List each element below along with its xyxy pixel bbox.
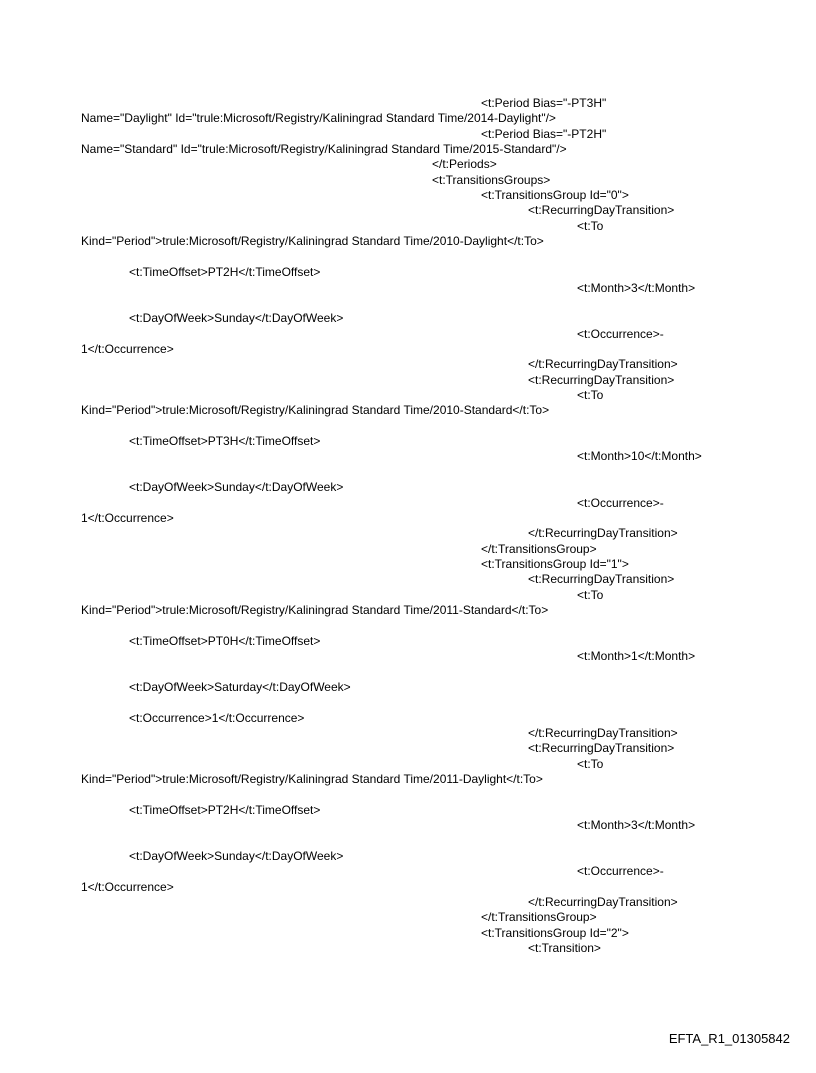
xml-line: <t:DayOfWeek>Sunday</t:DayOfWeek> bbox=[129, 480, 344, 494]
xml-line: Name="Daylight" Id="trule:Microsoft/Registry/Kaliningrad Standard Time/2014-Daylight"/> bbox=[81, 111, 556, 125]
xml-line: <t:TimeOffset>PT2H</t:TimeOffset> bbox=[129, 265, 321, 279]
xml-line: Kind="Period">trule:Microsoft/Registry/Kaliningrad Standard Time/2011-Daylight</t:To> bbox=[81, 772, 543, 786]
xml-line: <t:TimeOffset>PT2H</t:TimeOffset> bbox=[129, 803, 321, 817]
xml-line: <t:TransitionsGroup Id="1"> bbox=[481, 557, 629, 571]
xml-line: <t:Occurrence>- bbox=[577, 327, 664, 341]
xml-line: <t:Occurrence>- bbox=[577, 496, 664, 510]
xml-line: </t:TransitionsGroup> bbox=[481, 542, 597, 556]
xml-line: <t:To bbox=[577, 388, 604, 402]
xml-line: <t:TransitionsGroup Id="2"> bbox=[481, 926, 629, 940]
xml-line: <t:RecurringDayTransition> bbox=[528, 572, 675, 586]
document-id-footer: EFTA_R1_01305842 bbox=[668, 1031, 790, 1046]
xml-line: <t:Month>3</t:Month> bbox=[577, 818, 696, 832]
xml-line: Kind="Period">trule:Microsoft/Registry/Kaliningrad Standard Time/2011-Standard</t:To> bbox=[81, 603, 549, 617]
xml-line: <t:Transition> bbox=[528, 941, 601, 955]
xml-line: 1</t:Occurrence> bbox=[81, 342, 174, 356]
xml-line: <t:Occurrence>- bbox=[577, 864, 664, 878]
xml-line: 1</t:Occurrence> bbox=[81, 511, 174, 525]
xml-line: <t:To bbox=[577, 757, 604, 771]
xml-line: <t:TimeOffset>PT0H</t:TimeOffset> bbox=[129, 634, 321, 648]
xml-line: </t:Periods> bbox=[432, 157, 497, 171]
xml-line: </t:RecurringDayTransition> bbox=[528, 357, 678, 371]
xml-line: </t:RecurringDayTransition> bbox=[528, 726, 678, 740]
xml-line: <t:DayOfWeek>Sunday</t:DayOfWeek> bbox=[129, 849, 344, 863]
xml-line: <t:To bbox=[577, 219, 604, 233]
xml-line: <t:TransitionsGroup Id="0"> bbox=[481, 188, 629, 202]
xml-line: <t:Month>1</t:Month> bbox=[577, 649, 696, 663]
xml-line: </t:RecurringDayTransition> bbox=[528, 526, 678, 540]
xml-line: </t:RecurringDayTransition> bbox=[528, 895, 678, 909]
xml-line: Name="Standard" Id="trule:Microsoft/Registry/Kaliningrad Standard Time/2015-Standard"/> bbox=[81, 142, 567, 156]
xml-line: <t:Month>10</t:Month> bbox=[577, 449, 702, 463]
xml-line: </t:TransitionsGroup> bbox=[481, 910, 597, 924]
xml-line: <t:TimeOffset>PT3H</t:TimeOffset> bbox=[129, 434, 321, 448]
xml-line: <t:RecurringDayTransition> bbox=[528, 741, 675, 755]
xml-line: Kind="Period">trule:Microsoft/Registry/Kaliningrad Standard Time/2010-Daylight</t:To> bbox=[81, 234, 544, 248]
xml-line: <t:RecurringDayTransition> bbox=[528, 203, 675, 217]
xml-line: <t:DayOfWeek>Saturday</t:DayOfWeek> bbox=[129, 680, 351, 694]
xml-line: Kind="Period">trule:Microsoft/Registry/Kaliningrad Standard Time/2010-Standard</t:To> bbox=[81, 403, 550, 417]
xml-line: <t:Period Bias="-PT3H" bbox=[481, 96, 607, 110]
xml-line: 1</t:Occurrence> bbox=[81, 880, 174, 894]
xml-line: <t:To bbox=[577, 588, 604, 602]
xml-line: <t:DayOfWeek>Sunday</t:DayOfWeek> bbox=[129, 311, 344, 325]
xml-line: <t:RecurringDayTransition> bbox=[528, 373, 675, 387]
xml-line: <t:Period Bias="-PT2H" bbox=[481, 127, 607, 141]
xml-line: <t:Month>3</t:Month> bbox=[577, 281, 696, 295]
xml-line: <t:Occurrence>1</t:Occurrence> bbox=[129, 711, 305, 725]
xml-line: <t:TransitionsGroups> bbox=[432, 173, 551, 187]
